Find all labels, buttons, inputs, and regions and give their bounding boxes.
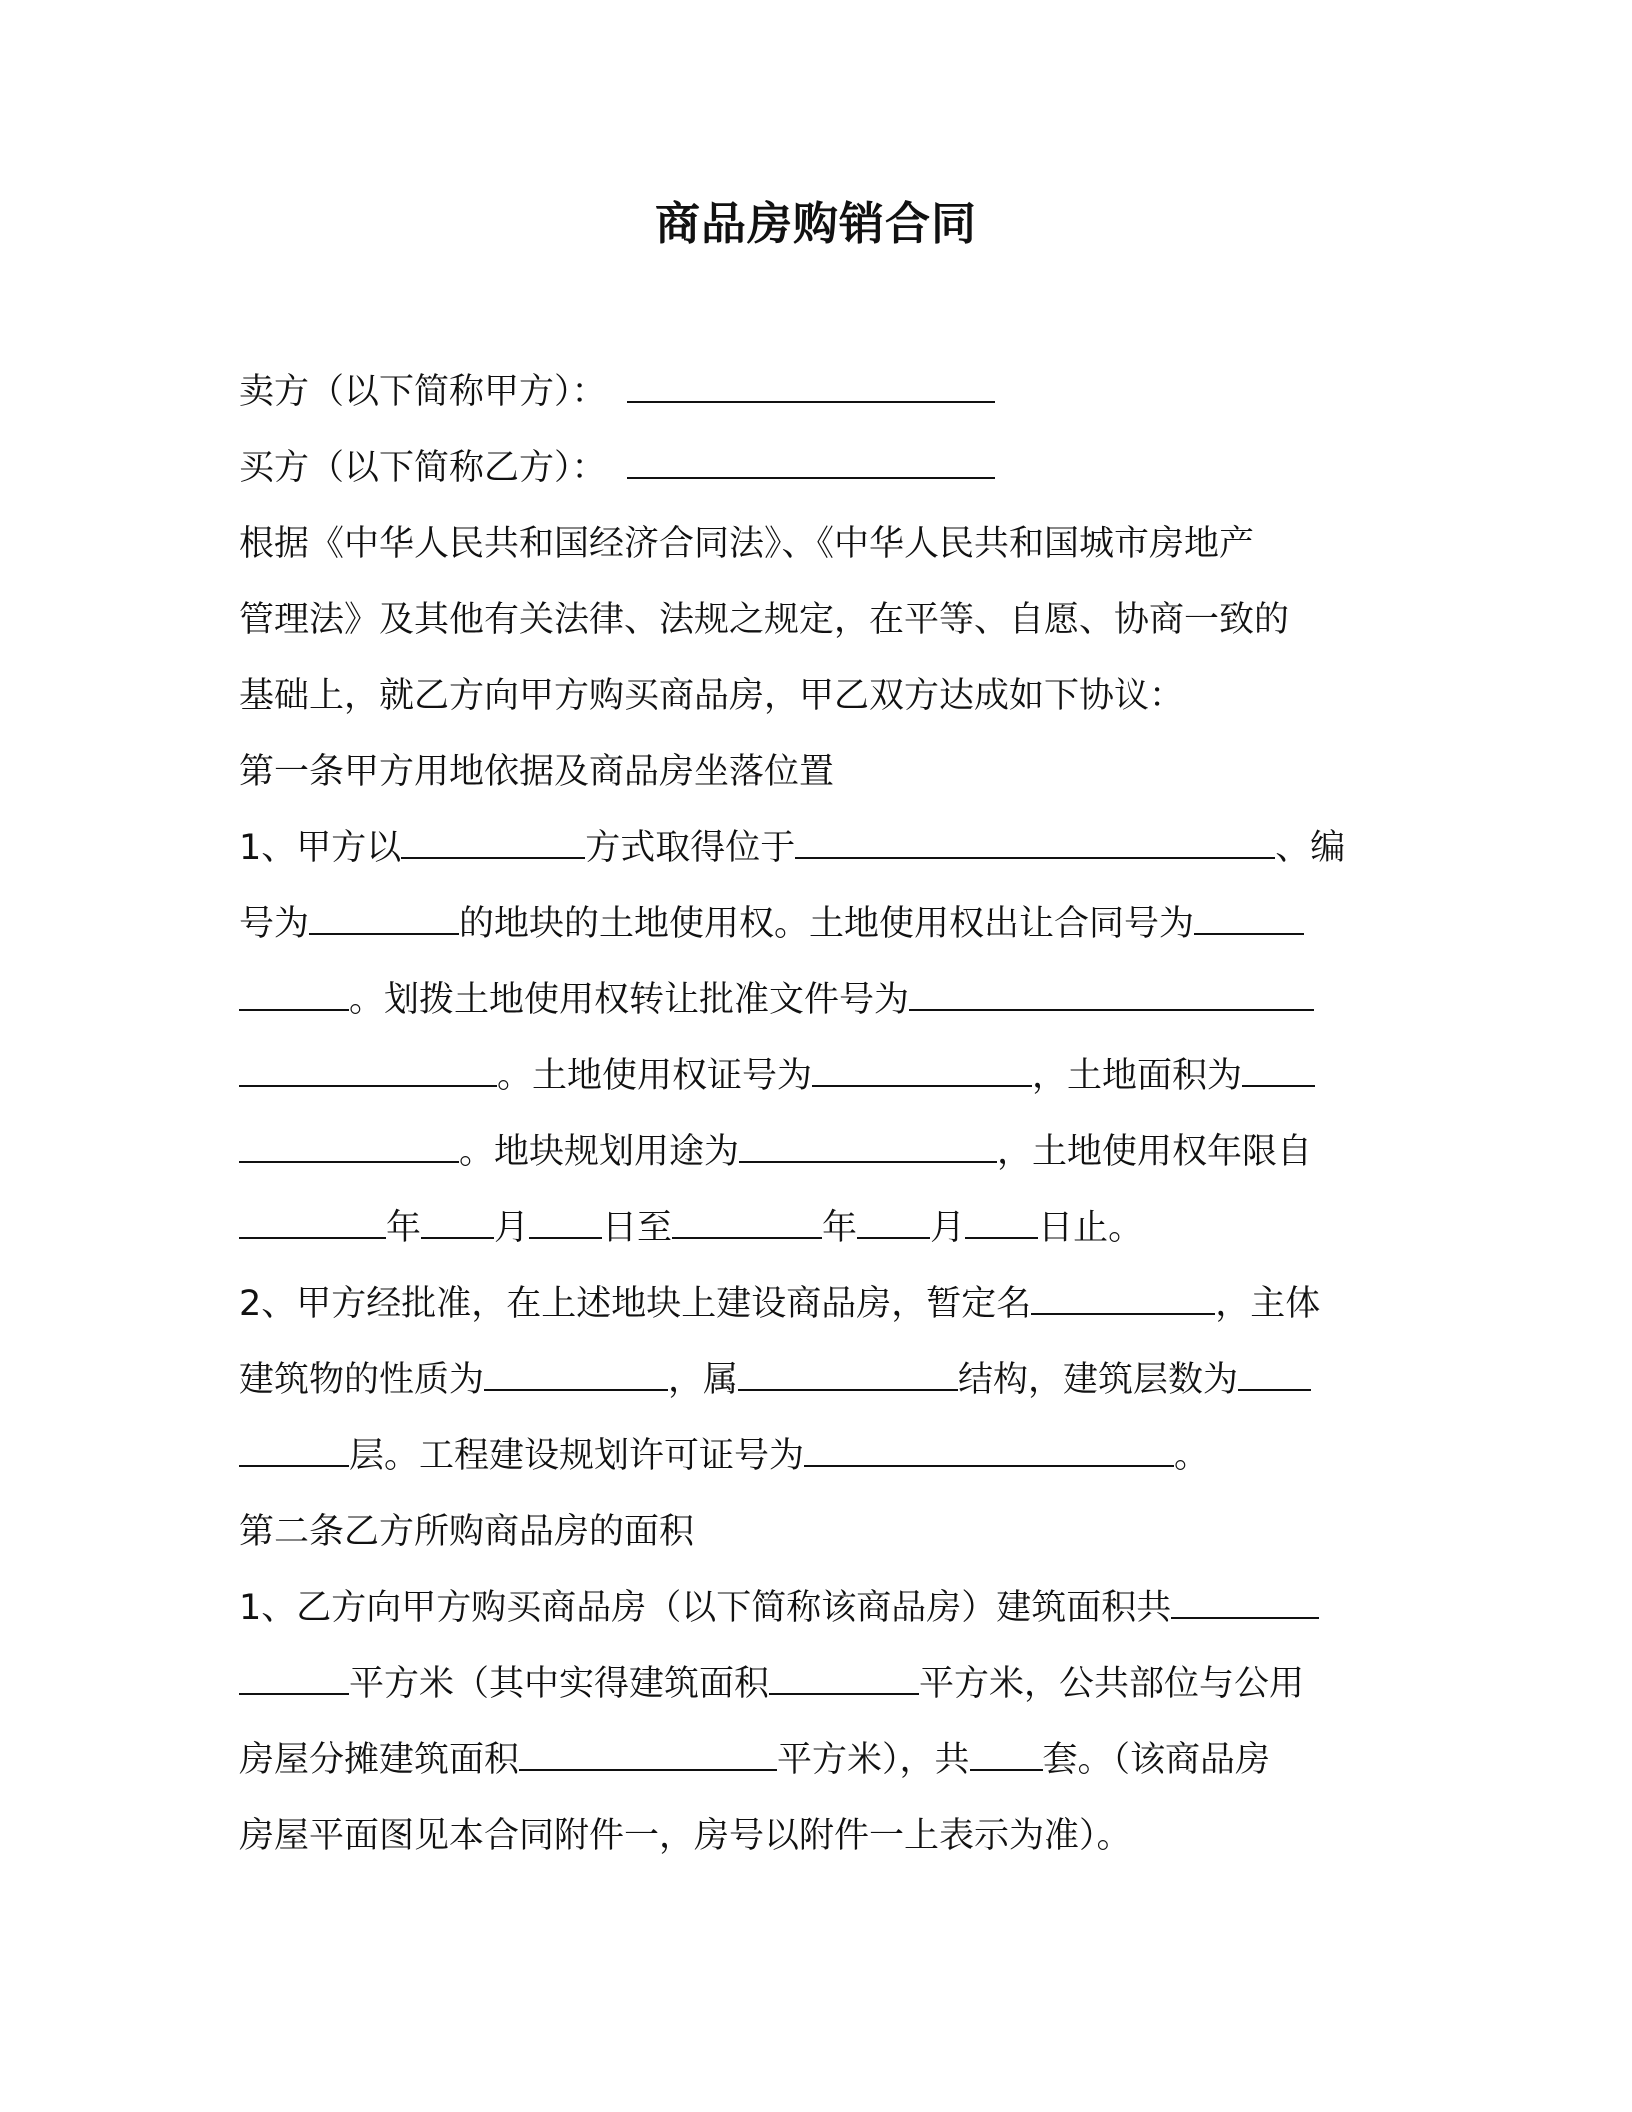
- seller-line: [239, 368, 995, 416]
- location-blank[interactable]: [795, 827, 1275, 859]
- preamble-line: [239, 672, 1184, 720]
- unit-count-blank[interactable]: [970, 1739, 1043, 1771]
- clause-text: 层。工程建设规划许可证号为: [349, 1436, 805, 1476]
- structure-blank[interactable]: [738, 1359, 958, 1391]
- start-day-blank[interactable]: [529, 1207, 602, 1239]
- article-1-heading: [239, 748, 834, 796]
- clause-text: 房屋分摊建筑面积: [239, 1740, 520, 1780]
- clause-text: 2、甲方经批准，在上述地块上建设商品房，暂定名: [239, 1284, 1032, 1324]
- clause-text: 日至: [602, 1208, 673, 1248]
- clause-text: 、编: [1275, 828, 1346, 868]
- clause-text: 。土地使用权证号为: [497, 1056, 813, 1096]
- clause-text: 。地块规划用途为: [459, 1132, 740, 1172]
- total-area-blank-cont[interactable]: [239, 1663, 349, 1695]
- clause-text: ，土地面积为: [1032, 1056, 1243, 1096]
- clause-line: [239, 976, 1314, 1024]
- article-1-title: 第一条甲方用地依据及商品房坐落位置: [239, 752, 835, 792]
- plot-number-blank[interactable]: [309, 903, 459, 935]
- clause-text: 。: [1174, 1436, 1210, 1476]
- acquisition-method-blank[interactable]: [401, 827, 585, 859]
- clause-text: 平方米，公共部位与公用: [919, 1664, 1305, 1704]
- clause-text: 套。（该商品房: [1042, 1740, 1271, 1780]
- clause-line: [239, 1660, 1304, 1708]
- clause-line: [239, 824, 1345, 872]
- buyer-line: [239, 444, 995, 492]
- end-day-blank[interactable]: [965, 1207, 1038, 1239]
- seller-label: 卖方（以下简称甲方）：: [239, 372, 607, 412]
- clause-line: [239, 900, 1304, 948]
- clause-text: ，土地使用权年限自: [997, 1132, 1313, 1172]
- clause-text: 的地块的土地使用权。土地使用权出让合同号为: [459, 904, 1195, 944]
- transfer-contract-number-blank[interactable]: [1194, 903, 1304, 935]
- clause-text: 。划拨土地使用权转让批准文件号为: [349, 980, 910, 1020]
- clause-text: 房屋平面图见本合同附件一，房号以附件一上表示为准）。: [239, 1816, 1132, 1856]
- approval-doc-number-blank-cont[interactable]: [239, 1055, 497, 1087]
- clause-line: [239, 1052, 1315, 1100]
- end-month-blank[interactable]: [857, 1207, 930, 1239]
- building-nature-blank[interactable]: [484, 1359, 668, 1391]
- total-area-blank[interactable]: [1171, 1587, 1319, 1619]
- land-area-blank-cont[interactable]: [239, 1131, 459, 1163]
- clause-line: [239, 1736, 1270, 1784]
- clause-text: 结构，建筑层数为: [958, 1360, 1239, 1400]
- buyer-label: 买方（以下简称乙方）：: [239, 448, 607, 488]
- article-2-heading: [239, 1508, 694, 1556]
- clause-text: 年: [822, 1208, 858, 1248]
- preamble-line: [239, 520, 1254, 568]
- preamble-text-1: 根据《中华人民共和国经济合同法》、《中华人民共和国城市房地产: [239, 524, 1255, 564]
- document-title: 商品房购销合同: [654, 197, 977, 250]
- transfer-contract-number-blank-cont[interactable]: [239, 979, 349, 1011]
- clause-text: 平方米），共: [777, 1740, 970, 1780]
- clause-line: [239, 1356, 1311, 1404]
- end-year-blank[interactable]: [672, 1207, 822, 1239]
- preamble-line: [239, 596, 1289, 644]
- article-2-title: 第二条乙方所购商品房的面积: [239, 1512, 695, 1552]
- clause-text: 建筑物的性质为: [239, 1360, 485, 1400]
- floors-blank[interactable]: [1238, 1359, 1311, 1391]
- clause-line: [239, 1128, 1312, 1176]
- shared-area-blank[interactable]: [519, 1739, 777, 1771]
- clause-text: 年: [386, 1208, 422, 1248]
- seller-blank[interactable]: [627, 371, 995, 403]
- clause-line: [239, 1432, 1209, 1480]
- clause-line: [239, 1584, 1319, 1632]
- start-year-blank[interactable]: [239, 1207, 386, 1239]
- land-area-blank[interactable]: [1242, 1055, 1315, 1087]
- clause-text: ，主体: [1215, 1284, 1321, 1324]
- clause-text: 1、乙方向甲方购买商品房（以下简称该商品房）建筑面积共: [239, 1588, 1172, 1628]
- preamble-text-2: 管理法》及其他有关法律、法规之规定，在平等、自愿、协商一致的: [239, 600, 1290, 640]
- land-certificate-number-blank[interactable]: [812, 1055, 1032, 1087]
- land-use-blank[interactable]: [739, 1131, 997, 1163]
- actual-area-blank[interactable]: [769, 1663, 919, 1695]
- approval-doc-number-blank[interactable]: [909, 979, 1314, 1011]
- clause-text: 平方米（其中实得建筑面积: [349, 1664, 770, 1704]
- clause-text: 方式取得位于: [585, 828, 796, 868]
- tentative-name-blank[interactable]: [1031, 1283, 1215, 1315]
- clause-line: [239, 1812, 1132, 1860]
- preamble-text-3: 基础上，就乙方向甲方购买商品房，甲乙双方达成如下协议：: [239, 676, 1185, 716]
- clause-text: 月: [494, 1208, 530, 1248]
- clause-text: ，属: [668, 1360, 739, 1400]
- clause-text: 1、甲方以: [239, 828, 402, 868]
- clause-text: 号为: [239, 904, 310, 944]
- planning-permit-number-blank[interactable]: [804, 1435, 1174, 1467]
- clause-text: 日止。: [1038, 1208, 1144, 1248]
- buyer-blank[interactable]: [627, 447, 995, 479]
- clause-line: [239, 1204, 1143, 1252]
- start-month-blank[interactable]: [421, 1207, 494, 1239]
- clause-line: [239, 1280, 1320, 1328]
- clause-text: 月: [930, 1208, 966, 1248]
- floors-blank-cont[interactable]: [239, 1435, 349, 1467]
